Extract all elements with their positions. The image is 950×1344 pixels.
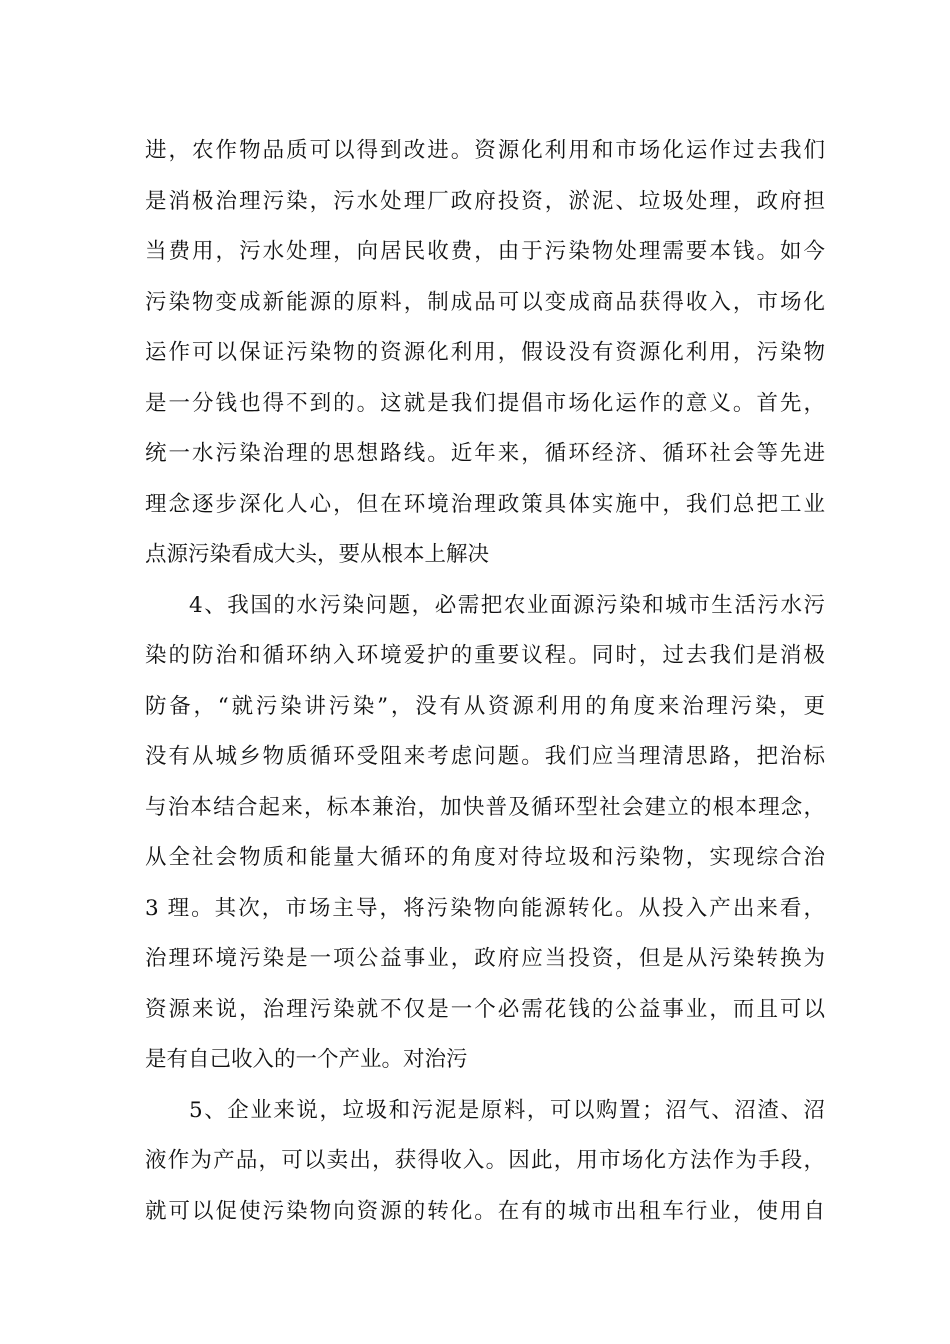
document-body	[145, 126, 825, 1237]
text-line: 4、我国的水污染问题，必需把农业面源污染和城市生活污水污	[189, 592, 825, 618]
text-line: 没有从城乡物质循环受阻来考虑问题。我们应当理清思路，把治标	[145, 744, 825, 769]
paragraph-2	[145, 581, 825, 1086]
text-line: 从全社会物质和能量大循环的角度对待垃圾和污染物，实现综合治	[145, 845, 825, 870]
text-line: 运作可以保证污染物的资源化利用，假设没有资源化利用，污染物	[145, 340, 825, 365]
text-line: 治理环境污染是一项公益事业，政府应当投资，但是从污染转换为	[145, 946, 825, 971]
text-line: 点源污染看成大头，要从根本上解决	[145, 542, 490, 567]
text-line: 资源来说，治理污染就不仅是一个必需花钱的公益事业，而且可以	[145, 996, 825, 1022]
text-line: 液作为产品，可以卖出，获得收入。因此，用市场化方法作为手段，	[145, 1148, 825, 1173]
text-line: 染的防治和循环纳入环境爱护的重要议程。同时，过去我们是消极	[145, 643, 825, 668]
text-line: 理念逐步深化人心，但在环境治理政策具体实施中，我们总把工业	[145, 491, 825, 517]
text-line: 进，农作物品质可以得到改进。资源化利用和市场化运作过去我们	[145, 138, 825, 163]
text-line: 是一分钱也得不到的。这就是我们提倡市场化运作的意义。首先，	[145, 390, 825, 416]
paragraph-3	[145, 1086, 825, 1238]
text-line: 5、企业来说，垃圾和污泥是原料，可以购置；沼气、沼渣、沼	[189, 1097, 825, 1123]
text-line: 是有自己收入的一个产业。对治污	[145, 1047, 468, 1072]
text-line: 当费用，污水处理，向居民收费，由于污染物处理需要本钱。如今	[145, 239, 825, 264]
text-line: 是消极治理污染，污水处理厂政府投资，淤泥、垃圾处理，政府担	[145, 188, 825, 214]
text-line: 污染物变成新能源的原料，制成品可以变成商品获得收入，市场化	[145, 289, 825, 315]
text-line: 与治本结合起来，标本兼治，加快普及循环型社会建立的根本理念，	[145, 794, 825, 820]
text-line: 就可以促使污染物向资源的转化。在有的城市出租车行业，使用自	[145, 1198, 825, 1224]
paragraph-1	[145, 126, 825, 581]
text-line: 防备，“就污染讲污染”，没有从资源利用的角度来治理污染，更	[145, 693, 825, 719]
text-line: 统一水污染治理的思想路线。近年来，循环经济、循环社会等先进	[145, 441, 825, 466]
text-line: 3 理。其次，市场主导，将污染物向能源转化。从投入产出来看，	[145, 895, 825, 921]
